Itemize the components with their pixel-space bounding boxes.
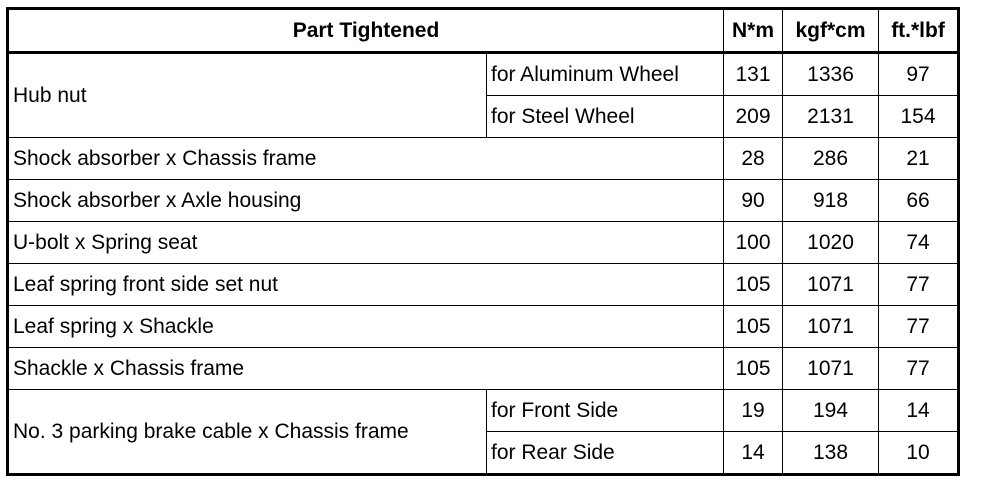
value-nm: 105 [724,306,783,348]
table-row [8,222,959,264]
part-name: Leaf spring x Shackle [8,306,724,348]
value-kgfcm: 138 [783,432,879,475]
part-variant: for Rear Side [487,432,724,475]
part-variant: for Aluminum Wheel [487,53,724,96]
value-kgfcm: 918 [783,180,879,222]
header-ftlbf: ft.*lbf [879,9,959,53]
part-name: U-bolt x Spring seat [8,222,724,264]
header-part-tightened: Part Tightened [8,9,724,53]
part-name: Shackle x Chassis frame [8,348,724,390]
value-kgfcm: 286 [783,138,879,180]
value-ftlbf: 97 [879,53,959,96]
value-ftlbf: 10 [879,432,959,475]
value-kgfcm: 1071 [783,306,879,348]
part-name: Shock absorber x Chassis frame [8,138,724,180]
value-nm: 28 [724,138,783,180]
value-nm: 131 [724,53,783,96]
table-row [8,53,959,96]
value-kgfcm: 194 [783,390,879,432]
header-nm: N*m [724,9,783,53]
value-nm: 14 [724,432,783,475]
value-nm: 105 [724,264,783,306]
value-kgfcm: 1336 [783,53,879,96]
table-row [8,306,959,348]
value-ftlbf: 74 [879,222,959,264]
value-ftlbf: 21 [879,138,959,180]
value-kgfcm: 1020 [783,222,879,264]
value-ftlbf: 77 [879,264,959,306]
table-row [8,138,959,180]
value-nm: 100 [724,222,783,264]
table-row [8,390,959,432]
value-ftlbf: 77 [879,348,959,390]
part-name: Hub nut [8,53,487,138]
header-row [8,9,959,53]
torque-specification-table [6,7,960,476]
value-kgfcm: 2131 [783,96,879,138]
value-nm: 90 [724,180,783,222]
value-nm: 105 [724,348,783,390]
header-kgfcm: kgf*cm [783,9,879,53]
part-variant: for Front Side [487,390,724,432]
part-name: No. 3 parking brake cable x Chassis frame [8,390,487,475]
value-ftlbf: 14 [879,390,959,432]
table-row [8,180,959,222]
table-row [8,348,959,390]
value-nm: 19 [724,390,783,432]
value-kgfcm: 1071 [783,264,879,306]
part-name: Shock absorber x Axle housing [8,180,724,222]
value-ftlbf: 154 [879,96,959,138]
value-ftlbf: 66 [879,180,959,222]
part-name: Leaf spring front side set nut [8,264,724,306]
part-variant: for Steel Wheel [487,96,724,138]
value-ftlbf: 77 [879,306,959,348]
table-row [8,264,959,306]
value-kgfcm: 1071 [783,348,879,390]
value-nm: 209 [724,96,783,138]
